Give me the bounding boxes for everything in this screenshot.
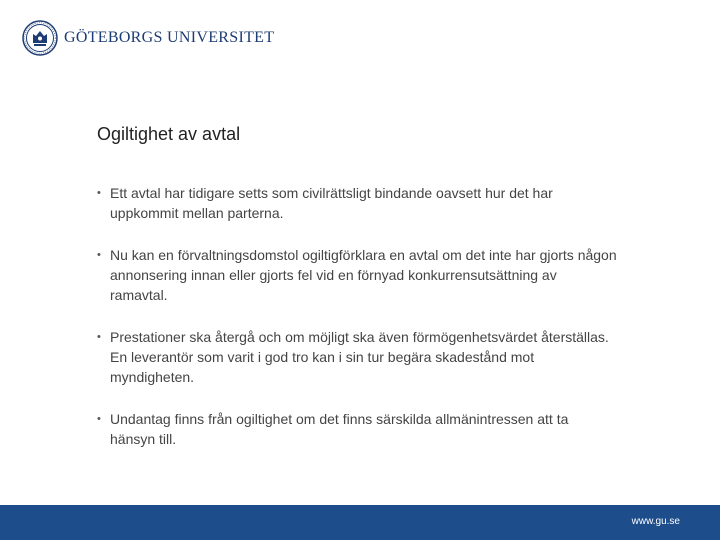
footer-url[interactable]: www.gu.se (631, 516, 680, 527)
bullet-text: Ett avtal har tidigare setts som civilrättsligt bindande oavsett hur det har uppkommit mellan parterna. (110, 185, 553, 221)
bullet-icon: • (97, 413, 101, 425)
bullet-text: Prestationer ska återgå och om möjligt ska även förmögenhetsvärdet återställas. En leverantör som varit i god tro kan i sin tur begära skadestånd mot myndigheten. (110, 329, 609, 385)
bullet-list (97, 183, 617, 471)
bullet-icon: • (97, 249, 101, 261)
bullet-item (97, 245, 617, 305)
university-logo (22, 20, 274, 56)
slide-title: Ogiltighet av avtal (97, 124, 241, 144)
bullet-icon: • (97, 187, 101, 199)
university-name: GÖTEBORGS UNIVERSITET (64, 29, 275, 46)
bullet-item (97, 409, 617, 449)
bullet-text: Undantag finns från ogiltighet om det finns särskilda allmänintressen att ta hänsyn till. (110, 411, 569, 447)
university-seal-icon (22, 20, 58, 56)
bullet-item (97, 183, 617, 223)
bullet-text: Nu kan en förvaltningsdomstol ogiltigförklara en avtal om det inte har gjorts någon annonsering innan eller gjorts fel vid en förnyad konkurrensutsättning av ramavtal. (110, 247, 617, 303)
bullet-item (97, 327, 617, 387)
bullet-icon: • (97, 331, 101, 343)
footer-bar (0, 505, 720, 540)
